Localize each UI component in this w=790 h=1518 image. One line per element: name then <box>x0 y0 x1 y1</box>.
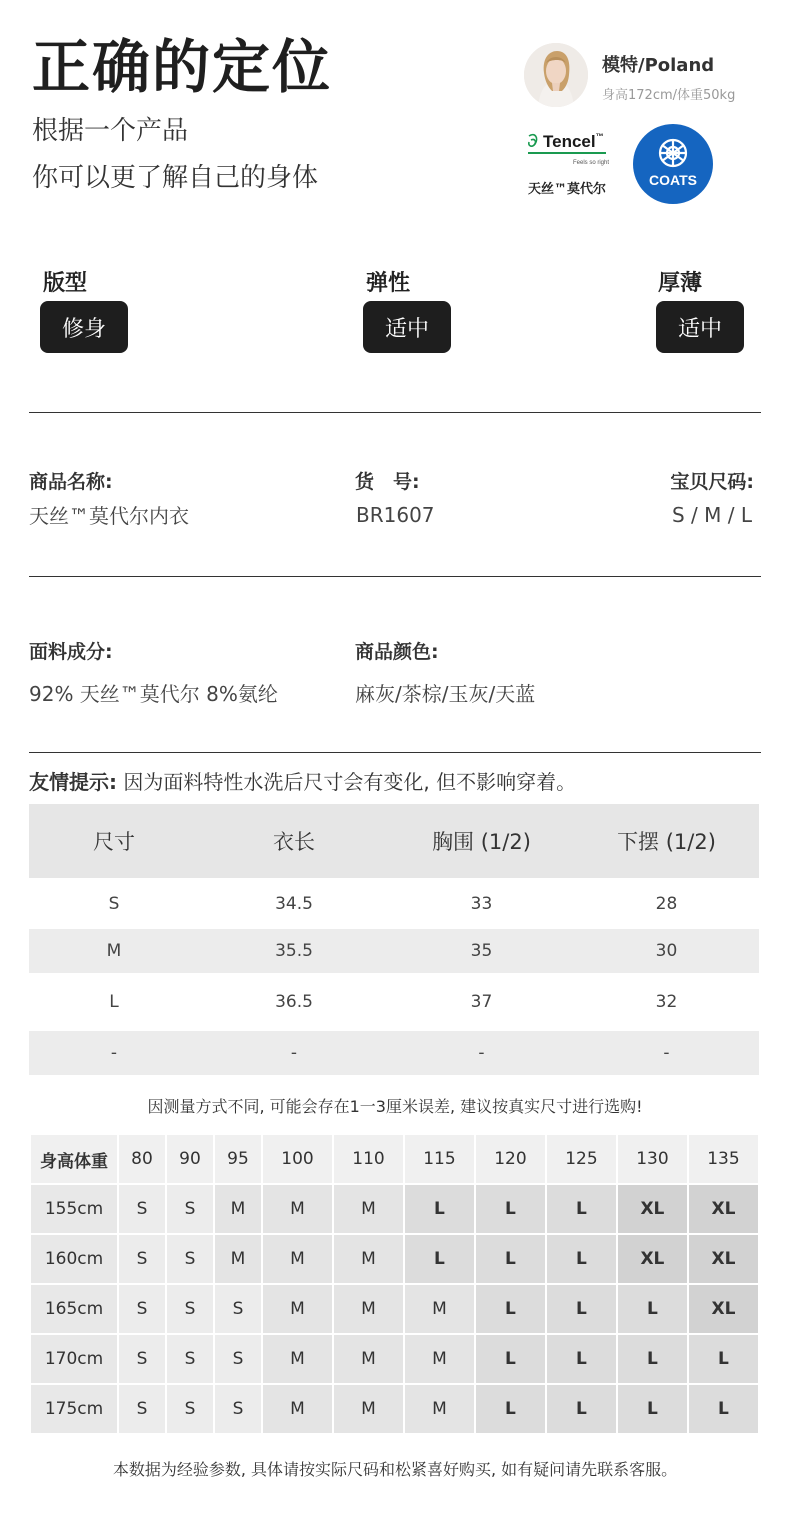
table-cell: 35.5 <box>199 929 389 973</box>
subtitle-line-1: 根据一个产品 <box>32 116 189 146</box>
size-options-label: 宝贝尺码: <box>670 471 754 493</box>
hw-weight-header: 125 <box>547 1135 616 1183</box>
table-row <box>31 1385 758 1433</box>
table-cell: 35 <box>389 929 574 973</box>
table-cell: - <box>574 1031 759 1075</box>
attr-elasticity-badge: 适中 <box>363 301 451 353</box>
hw-size-cell: M <box>263 1385 332 1433</box>
hw-weight-header: 135 <box>689 1135 758 1183</box>
hw-size-cell: L <box>547 1385 616 1433</box>
size-table-header-cell: 胸围 (1/2) <box>389 804 574 878</box>
hw-size-cell: S <box>119 1185 165 1233</box>
fabric-label: 面料成分: <box>29 641 113 663</box>
hw-size-cell: S <box>215 1335 261 1383</box>
hw-corner-cell: 身高体重 <box>31 1135 117 1183</box>
hw-size-cell: S <box>119 1235 165 1283</box>
care-tip-text: 因为面料特性水洗后尺寸会有变化, 但不影响穿着。 <box>123 770 577 794</box>
hw-size-cell: M <box>215 1235 261 1283</box>
hw-size-cell: L <box>405 1235 474 1283</box>
table-cell: 34.5 <box>275 893 313 914</box>
hw-size-cell: L <box>476 1335 545 1383</box>
coats-logo <box>632 123 714 205</box>
table-cell: S <box>108 893 120 914</box>
hw-size-cell: S <box>119 1385 165 1433</box>
table-cell: 28 <box>655 893 678 914</box>
hw-size-cell: S <box>215 1285 261 1333</box>
attr-fit-badge: 修身 <box>40 301 128 353</box>
hw-size-cell: XL <box>618 1185 687 1233</box>
hw-size-cell: M <box>334 1185 403 1233</box>
hw-size-cell: M <box>263 1235 332 1283</box>
hw-size-cell: M <box>263 1335 332 1383</box>
hw-size-cell: M <box>334 1335 403 1383</box>
hw-size-cell: M <box>405 1335 474 1383</box>
hw-weight-header: 120 <box>476 1135 545 1183</box>
hw-size-cell: M <box>263 1285 332 1333</box>
measurement-note: 因测量方式不同, 可能会存在1一3厘米误差, 建议按真实尺寸进行选购! <box>147 1097 643 1116</box>
table-row <box>29 973 759 1031</box>
hw-size-cell: L <box>405 1185 474 1233</box>
table-cell: 32 <box>655 992 678 1012</box>
hw-size-cell: L <box>476 1385 545 1433</box>
care-tip-label: 友情提示: <box>29 770 117 794</box>
model-avatar <box>524 43 588 107</box>
hw-size-cell: M <box>215 1185 261 1233</box>
table-cell: - <box>29 1031 199 1075</box>
hw-height-header: 160cm <box>31 1235 117 1283</box>
divider <box>29 752 761 753</box>
color-label: 商品颜色: <box>355 641 439 663</box>
hw-size-cell: M <box>334 1235 403 1283</box>
hw-size-cell: M <box>334 1385 403 1433</box>
hw-size-cell: XL <box>689 1235 758 1283</box>
fabric-value: 92% 天丝™莫代尔 8%氨纶 <box>29 682 278 706</box>
table-cell: 36.5 <box>275 992 313 1012</box>
hw-size-cell: S <box>167 1185 213 1233</box>
disclaimer-note: 本数据为经验参数, 具体请按实际尺码和松紧喜好购买, 如有疑问请先联系客服。 <box>112 1460 678 1479</box>
table-cell: - <box>199 1031 389 1075</box>
product-name-label: 商品名称: <box>29 471 113 493</box>
hw-size-cell: S <box>167 1285 213 1333</box>
hw-weight-header: 100 <box>263 1135 332 1183</box>
care-tip <box>29 766 576 795</box>
color-value: 麻灰/茶棕/玉灰/天蓝 <box>355 682 536 706</box>
hw-header-row <box>31 1135 758 1183</box>
table-cell: - <box>389 1031 574 1075</box>
table-cell: 30 <box>574 929 759 973</box>
hw-size-cell: S <box>215 1385 261 1433</box>
product-name-value: 天丝™莫代尔内衣 <box>29 504 189 528</box>
hw-height-header: 165cm <box>31 1285 117 1333</box>
hw-size-cell: L <box>547 1185 616 1233</box>
hw-size-cell: XL <box>618 1235 687 1283</box>
attr-elasticity-label: 弹性 <box>366 271 411 296</box>
attr-thickness-badge: 适中 <box>656 301 744 353</box>
tencel-tm-mark: ™ <box>595 132 604 141</box>
hw-weight-header: 80 <box>119 1135 165 1183</box>
hw-weight-header: 110 <box>334 1135 403 1183</box>
tencel-cn-label: 天丝™莫代尔 <box>528 182 607 197</box>
hw-size-cell: L <box>476 1185 545 1233</box>
table-row <box>29 1031 759 1075</box>
size-options-value: S / M / L <box>672 503 752 527</box>
hw-size-cell: L <box>618 1335 687 1383</box>
hw-height-header: 155cm <box>31 1185 117 1233</box>
hw-size-cell: XL <box>689 1185 758 1233</box>
attr-thickness-label: 厚薄 <box>658 271 703 296</box>
attr-fit-label: 版型 <box>43 271 88 296</box>
hw-size-cell: L <box>689 1385 758 1433</box>
table-cell: L <box>109 992 119 1012</box>
height-weight-table <box>29 1133 760 1435</box>
table-row <box>31 1285 758 1333</box>
table-row <box>29 929 759 973</box>
table-cell: M <box>29 929 199 973</box>
size-table <box>29 804 759 1075</box>
table-cell: 33 <box>470 893 493 914</box>
table-cell: 37 <box>470 992 493 1012</box>
hw-size-cell: M <box>405 1285 474 1333</box>
hw-size-cell: L <box>476 1285 545 1333</box>
hw-size-cell: XL <box>689 1285 758 1333</box>
size-table-header <box>29 804 759 878</box>
table-row <box>31 1335 758 1383</box>
size-table-header-cell: 下摆 (1/2) <box>574 804 759 878</box>
hw-size-cell: S <box>119 1285 165 1333</box>
tencel-logo <box>525 130 611 166</box>
hw-weight-header: 115 <box>405 1135 474 1183</box>
hw-size-cell: L <box>689 1335 758 1383</box>
hw-height-header: 170cm <box>31 1335 117 1383</box>
hw-height-header: 175cm <box>31 1385 117 1433</box>
hw-size-cell: L <box>476 1235 545 1283</box>
svg-text:Tencel™ <box>543 132 604 151</box>
hw-weight-header: 90 <box>167 1135 213 1183</box>
sku-value: BR1607 <box>356 503 435 527</box>
subtitle-line-2: 你可以更了解自己的身体 <box>32 163 319 193</box>
hw-size-cell: L <box>547 1235 616 1283</box>
hw-weight-header: 130 <box>618 1135 687 1183</box>
divider <box>29 412 761 413</box>
page-title: 正确的定位 <box>32 33 333 101</box>
hw-size-cell: S <box>167 1235 213 1283</box>
hw-size-cell: S <box>167 1335 213 1383</box>
hw-size-cell: S <box>119 1335 165 1383</box>
table-row <box>31 1235 758 1283</box>
sku-label: 货 号: <box>355 471 420 493</box>
coats-logo-text: COATS <box>649 172 697 188</box>
hw-size-cell: L <box>547 1285 616 1333</box>
hw-size-cell: M <box>405 1385 474 1433</box>
size-table-header-cell: 衣长 <box>199 804 389 878</box>
tencel-brand-text: Tencel <box>543 132 596 151</box>
hw-size-cell: M <box>263 1185 332 1233</box>
size-table-header-cell: 尺寸 <box>29 804 199 878</box>
hw-size-cell: L <box>547 1335 616 1383</box>
hw-size-cell: L <box>618 1285 687 1333</box>
hw-weight-header: 95 <box>215 1135 261 1183</box>
hw-size-cell: M <box>334 1285 403 1333</box>
model-stats: 身高172cm/体重50kg <box>602 88 736 103</box>
hw-size-cell: L <box>618 1385 687 1433</box>
divider <box>29 576 761 577</box>
hw-size-cell: S <box>167 1385 213 1433</box>
tencel-tagline: Feels so right <box>573 160 610 166</box>
table-row <box>29 878 759 929</box>
model-name: 模特/Poland <box>602 55 715 76</box>
table-row <box>31 1185 758 1233</box>
